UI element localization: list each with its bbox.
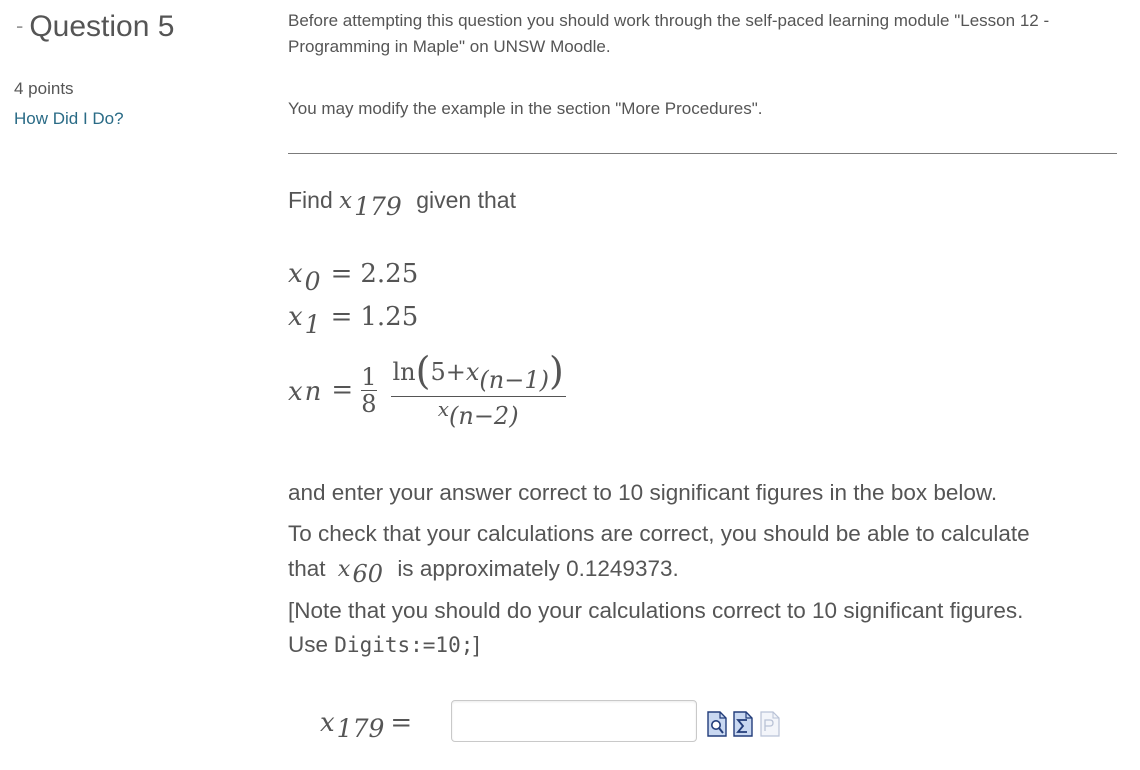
equation-x0 <box>288 258 419 296</box>
note-prefix: Use <box>288 632 329 657</box>
coef-denominator: 8 <box>361 389 377 418</box>
find-prefix: Find <box>288 187 333 213</box>
find-var: x <box>339 188 353 214</box>
find-statement <box>288 180 516 221</box>
question-header <box>16 10 174 44</box>
answer-input[interactable] <box>451 700 697 742</box>
check-index: 60 <box>352 560 384 588</box>
eqn-rel: = <box>331 375 354 405</box>
eqn-sub: n <box>304 377 322 407</box>
eq1-var: x <box>288 302 303 332</box>
section-divider <box>288 153 1117 154</box>
question-points: 4 points <box>14 79 74 98</box>
close-paren: ) <box>548 348 564 393</box>
check-line-1: To check that your calculations are correct, you should be able to calculate <box>288 521 1030 546</box>
answer-rel: = <box>390 708 413 738</box>
equation-editor-icon[interactable] <box>733 711 753 737</box>
preview-icon[interactable] <box>707 711 727 737</box>
den-x: x <box>437 396 449 421</box>
main-fraction <box>391 348 566 430</box>
num-subscript: (n−1) <box>479 365 549 394</box>
eq0-var: x <box>288 259 303 289</box>
den-subscript: (n−2) <box>449 401 519 430</box>
question-title: Question 5 <box>29 10 175 43</box>
main-numerator <box>391 348 566 394</box>
main-denominator <box>438 397 519 430</box>
collapse-toggle[interactable]: - <box>16 13 24 38</box>
find-suffix: given that <box>416 187 516 213</box>
eq0-rel: = <box>330 259 353 289</box>
answer-label <box>320 708 413 743</box>
eq1-value: 1.25 <box>360 302 419 332</box>
find-index: 179 <box>354 192 402 221</box>
maple-document-icon[interactable] <box>760 711 780 737</box>
five-plus: 5+ <box>430 357 466 386</box>
coef-numerator: 1 <box>361 362 377 391</box>
note-line-1: [Note that you should do your calculations correct to 10 significant figures. <box>288 598 1024 623</box>
intro-paragraph-2: You may modify the example in the section "More Procedures". <box>288 99 763 118</box>
answer-index: 179 <box>336 714 385 743</box>
num-x: x <box>465 357 480 386</box>
answer-var: x <box>320 708 335 738</box>
note-code: Digits:=10; <box>334 633 474 657</box>
note-suffix: ] <box>473 632 480 657</box>
ln-function: ln <box>392 357 416 386</box>
check-var: x <box>337 556 351 582</box>
check-variable <box>337 556 384 588</box>
find-variable <box>339 188 402 221</box>
equation-x1 <box>288 301 419 339</box>
check-suffix: is approximately 0.1249373. <box>397 556 679 581</box>
instruction-text: and enter your answer correct to 10 significant figures in the box below. <box>288 480 998 505</box>
eq1-rel: = <box>330 302 353 332</box>
how-did-i-do-link[interactable]: How Did I Do? <box>14 109 124 128</box>
intro-paragraph-1: Before attempting this question you should work through the self-paced learning module "Lesson 12 - Programming in Maple" on UNSW Moodle. <box>288 11 1050 56</box>
eq0-value: 2.25 <box>360 259 419 289</box>
coefficient-fraction <box>361 364 376 417</box>
open-paren: ( <box>415 348 431 393</box>
check-line-2 <box>288 551 1118 586</box>
eqn-var: x <box>288 377 303 407</box>
check-prefix: that <box>288 556 326 581</box>
eq1-sub: 1 <box>304 310 321 339</box>
eq0-sub: 0 <box>304 267 321 296</box>
note-line-2 <box>288 628 1118 662</box>
equation-xn <box>288 340 566 440</box>
